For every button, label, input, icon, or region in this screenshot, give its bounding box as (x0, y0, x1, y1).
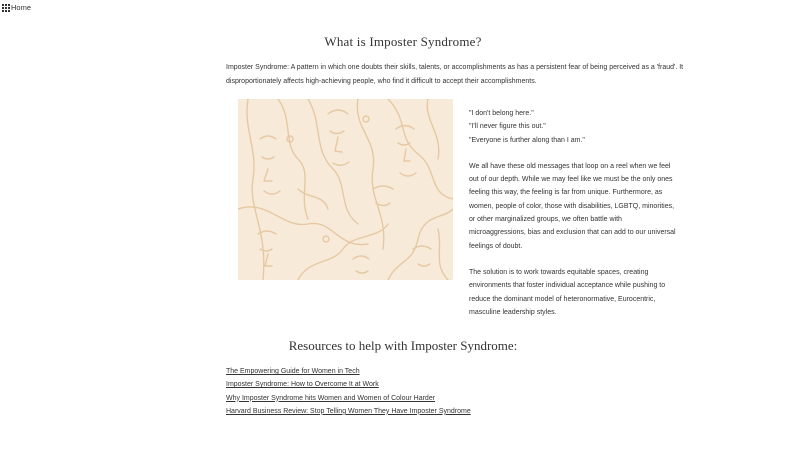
resources-links (226, 365, 471, 418)
resources-title: Resources to help with Imposter Syndrome: (288, 338, 518, 353)
home-link[interactable]: Home (11, 3, 32, 12)
intro-paragraph: Imposter Syndrome: A pattern in which one doubts their skills, talents, or accomplishments as has a persistent fear of being perceived as a 'fraud'. It disproportionately affects high-achieving people, who find it difficult to accept their accomplishments. (226, 64, 684, 85)
resource-link[interactable]: Why Imposter Syndrome hits Women and Women of Colour Harder (226, 394, 436, 402)
page-title: What is Imposter Syndrome? (324, 34, 482, 49)
quote-line: "Everyone is further along than I am." (469, 136, 585, 144)
quotes-list (469, 107, 677, 147)
right-column (469, 107, 677, 319)
messages-paragraph: We all have these old messages that loop on a reel when we feel out of our depth. While we may feel like we must be the only ones feeling this way, the feeling is far from unique. Furthermore, as women, people of color, those with disabilities, LGBTQ, minorities, or other marginalized groups, we often battle with microaggressions, bias and exclusion that can add to our universal feelings of doubt. (469, 162, 676, 250)
solution-paragraph: The solution is to work towards equitable spaces, creating environments that foster individual acceptance while pushing to reduce the dominant model of heteronormative, Eurocentric, masculine leadership styles. (469, 268, 666, 316)
grid-menu-icon[interactable] (2, 4, 10, 12)
resource-link[interactable]: Imposter Syndrome: How to Overcome It at Work (226, 381, 379, 389)
line-art-faces-illustration (238, 99, 453, 280)
quote-line: "I'll never figure this out." (469, 123, 546, 131)
top-nav (2, 3, 31, 12)
quote-line: "I don't belong here." (469, 110, 534, 117)
resource-link[interactable]: The Empowering Guide for Women in Tech (226, 368, 360, 375)
resource-link[interactable]: Harvard Business Review: Stop Telling Women They Have Imposter Syndrome (226, 407, 471, 415)
